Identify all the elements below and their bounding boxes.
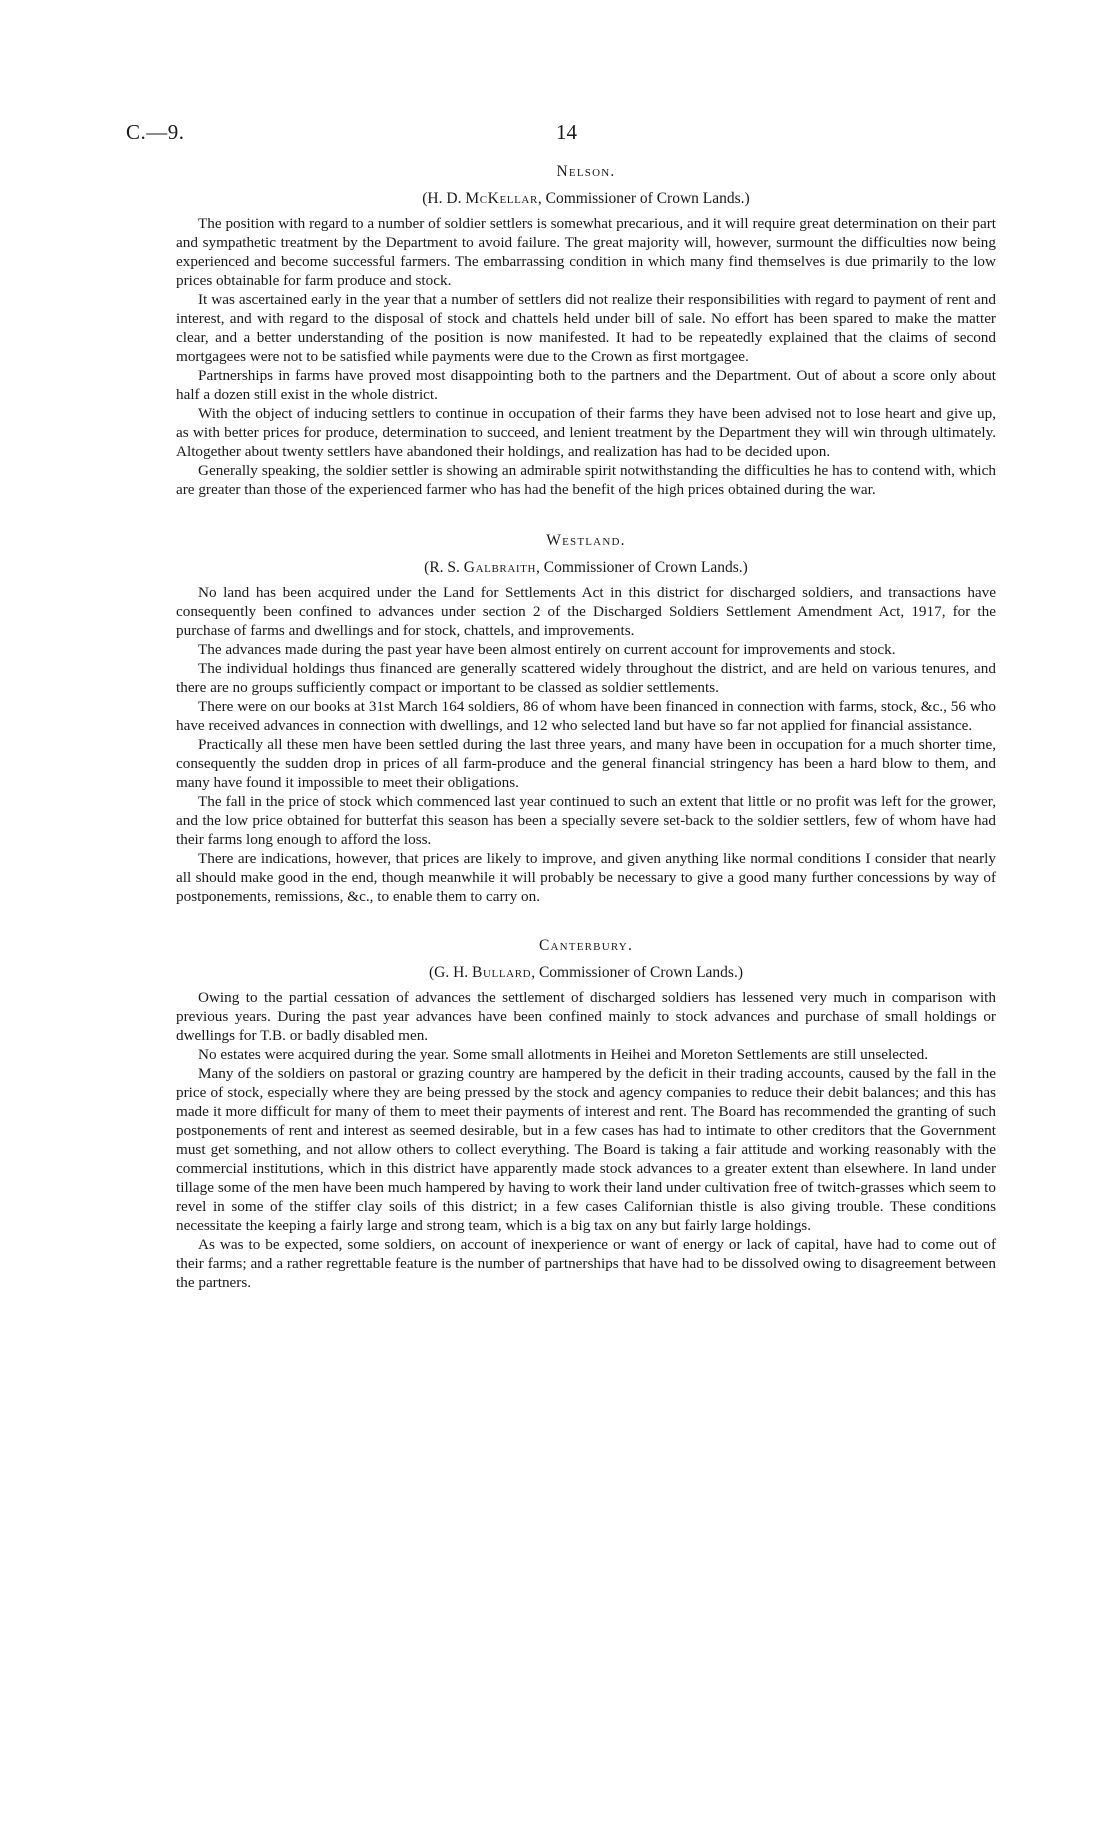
page-header xyxy=(126,120,1006,150)
section-nelson xyxy=(176,162,996,499)
paragraph: There were on our books at 31st March 164 soldiers, 86 of whom have been financed in connection with farms, stock, &c., 56 who have received advances in connection with dwellings, and 12 who selected land but have so far not applied for financial assistance. xyxy=(176,698,996,734)
paragraph: Owing to the partial cessation of advances the settlement of discharged soldiers has lessened very much in comparison with previous years. During the past year advances have been confined mainly to stock advances and purchase of small holdings or dwellings for T.B. or badly disabled men. xyxy=(176,989,996,1044)
paragraph: It was ascertained early in the year that a number of settlers did not realize their responsibilities with regard to payment of rent and interest, and with regard to the disposal of stock and chattels held under bill of sale. No effort has been spared to make the matter clear, and a better understanding of the position is now manifested. It had to be repeatedly explained that the claims of second mortgagees were not to be satisfied while payments were due to the Crown as first mortgagee. xyxy=(176,291,996,365)
section-title: Westland. xyxy=(546,532,626,549)
section-title: Canterbury. xyxy=(538,937,634,954)
section-commissioner: (R. S. Galbraith, Commissioner of Crown Lands.) xyxy=(424,559,748,576)
section-canterbury xyxy=(176,936,996,1292)
section-westland xyxy=(176,531,996,906)
paragraph: As was to be expected, some soldiers, on account of inexperience or want of energy or lack of capital, have had to come out of their farms; and a rather regrettable feature is the number of partnerships that have had to be dissolved owing to disagreement between the partners. xyxy=(176,1236,996,1291)
paragraph: The fall in the price of stock which commenced last year continued to such an extent that little or no profit was left for the grower, and the low price obtained for butterfat this season has been a specially severe set-back to the soldier settlers, few of whom have had their farms long enough to afford the loss. xyxy=(176,793,996,848)
paragraph: There are indications, however, that prices are likely to improve, and given anything like normal conditions I consider that nearly all should make good in the end, though meanwhile it will probably be necessary to give a good many further concessions by way of postponements, remissions, &c., to enable them to carry on. xyxy=(176,850,996,905)
section-spacer xyxy=(176,906,996,936)
paragraph: Generally speaking, the soldier settler is showing an admirable spirit notwithstanding the difficulties he has to contend with, which are greater than those of the experienced farmer who has had the benefit of the high prices obtained during the war. xyxy=(176,462,996,498)
paragraph: The individual holdings thus financed are generally scattered widely throughout the district, and are held on various tenures, and there are no groups sufficiently compact or important to be classed as soldier settlements. xyxy=(176,660,996,696)
paragraph: No land has been acquired under the Land for Settlements Act in this district for discharged soldiers, and transactions have consequently been confined to advances under section 2 of the Discharged Soldiers Settlement Amendment Act, 1917, for the purchase of farms and dwellings and for stock, chattels, and improvements. xyxy=(176,584,996,639)
section-commissioner: (H. D. McKellar, Commissioner of Crown Lands.) xyxy=(422,190,750,207)
paragraph: Practically all these men have been settled during the last three years, and many have been in occupation for a much shorter time, consequently the sudden drop in prices of all farm-produce and the general financial stringency has been a hard blow to them, and many have found it impossible to meet their obligations. xyxy=(176,736,996,791)
paragraph: Many of the soldiers on pastoral or grazing country are hampered by the deficit in their trading accounts, caused by the fall in the price of stock, especially where they are being pressed by the stock and agency companies to reduce their debit balances; and this has made it more difficult for many of them to meet their payments of interest and rent. The Board has recommended the granting of such postponements of rent and interest as seemed desirable, but in a few cases has had to intimate to other creditors that the Government must get something, and not allow others to collect everything. The Board is taking a fair attitude and working reasonably with the commercial institutions, which in this district have apparently made stock advances to a greater extent than elsewhere. In land under tillage some of the men have been much hampered by having to work their land under cultivation free of twitch-grasses which seem to revel in some of the stiffer clay soils of this district; in a few cases Californian thistle is also giving trouble. These conditions necessitate the keeping a fairly large and strong team, which is a big tax on any but fairly large holdings. xyxy=(176,1065,996,1234)
document-reference: C.—9. xyxy=(126,120,185,144)
paragraph: Partnerships in farms have proved most disappointing both to the partners and the Department. Out of about a score only about half a dozen still exist in the whole district. xyxy=(176,367,996,403)
commissioner-name: McKellar xyxy=(465,190,538,207)
section-spacer xyxy=(176,499,996,531)
document-body xyxy=(176,162,996,1292)
commissioner-name: Bullard xyxy=(472,964,532,981)
paragraph: No estates were acquired during the year. Some small allotments in Heihei and Moreton Settlements are still unselected. xyxy=(198,1046,929,1063)
paragraph: With the object of inducing settlers to continue in occupation of their farms they have been advised not to lose heart and give up, as with better prices for produce, determination to succeed, and lenient treatment by the Department they will win through ultimately. Altogether about twenty settlers have abandoned their holdings, and realization has had to be decided upon. xyxy=(176,405,996,460)
paragraph: The position with regard to a number of soldier settlers is somewhat precarious, and it will require great determination on their part and sympathetic treatment by the Department to avoid failure. The great majority will, however, surmount the difficulties now being experienced and become successful farmers. The embarrassing condition in which many find themselves is due primarily to the low prices obtainable for farm produce and stock. xyxy=(176,215,996,289)
page-number: 14 xyxy=(556,120,577,144)
section-commissioner: (G. H. Bullard, Commissioner of Crown Lands.) xyxy=(428,964,744,981)
paragraph: The advances made during the past year have been almost entirely on current account for improvements and stock. xyxy=(198,641,896,658)
section-title: Nelson. xyxy=(556,163,616,180)
commissioner-name: Galbraith xyxy=(463,559,536,576)
